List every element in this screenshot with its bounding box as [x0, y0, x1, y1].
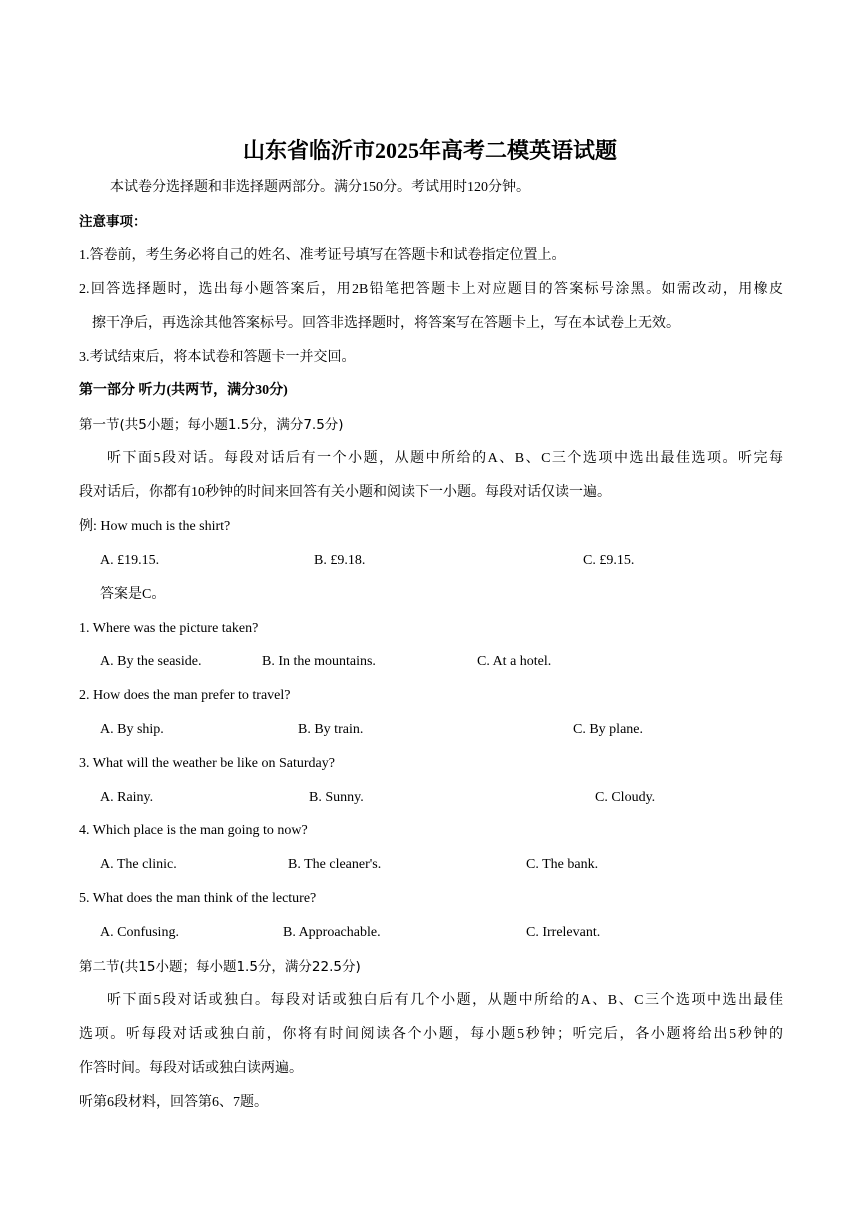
question-1-option-a: A. By the seaside. [100, 654, 202, 669]
question-3-option-b: B. Sunny. [309, 790, 364, 805]
example-option-b: B. £9.18. [314, 553, 366, 568]
material-6-prompt: 听第6段材料，回答第6、7题。 [79, 1095, 268, 1110]
section1-instructions-line-1: 听下面5段对话。每段对话后有一个小题，从题中所给的A、B、C三个选项中选出最佳选项。听完每 [107, 451, 783, 466]
section2-heading: 第二节(共15小题；每小题1.5分，满分22.5分) [79, 959, 361, 975]
notice-item-1: 1.答卷前，考生务必将自己的姓名、准考证号填写在答题卡和试卷指定位置上。 [79, 248, 566, 263]
question-4-option-b: B. The cleaner's. [288, 857, 382, 872]
section2-instructions-line-3: 作答时间。每段对话或独白读两遍。 [79, 1061, 303, 1076]
question-2-option-a: A. By ship. [100, 722, 164, 737]
question-3-option-c: C. Cloudy. [595, 790, 656, 805]
question-5-option-a: A. Confusing. [100, 925, 179, 940]
notice-item-2-line-2: 擦干净后，再选涂其他答案标号。回答非选择题时，将答案写在答题卡上，写在本试卷上无效。 [92, 316, 680, 331]
example-question: 例: How much is the shirt? [79, 519, 231, 534]
question-4-option-c: C. The bank. [526, 857, 599, 872]
question-3-option-a: A. Rainy. [100, 790, 154, 805]
question-1-option-b: B. In the mountains. [262, 654, 376, 669]
section1-heading: 第一节(共5小题；每小题1.5分，满分7.5分) [79, 417, 344, 433]
intro-text: 本试卷分选择题和非选择题两部分。满分150分。考试用时120分钟。 [110, 180, 530, 195]
example-option-a: A. £19.15. [100, 553, 160, 568]
question-5: 5. What does the man think of the lecture? [79, 891, 317, 906]
part1-heading: 第一部分 听力(共两节，满分30分) [79, 383, 288, 398]
question-4-option-a: A. The clinic. [100, 857, 177, 872]
section1-instructions-line-2: 段对话后，你都有10秒钟的时间来回答有关小题和阅读下一小题。每段对话仅读一遍。 [79, 485, 611, 500]
example-option-c: C. £9.15. [583, 553, 635, 568]
example-answer: 答案是C。 [100, 587, 166, 602]
question-2-option-b: B. By train. [298, 722, 364, 737]
notice-heading: 注意事项： [79, 214, 147, 230]
question-2-option-c: C. By plane. [573, 722, 643, 737]
page-title: 山东省临沂市2025年高考二模英语试题 [242, 138, 617, 163]
section2-instructions-line-2: 选项。听每段对话或独白前，你将有时间阅读各个小题，每小题5秒钟；听完后，各小题将给出5秒钟的 [79, 1027, 783, 1042]
section2-instructions-line-1: 听下面5段对话或独白。每段对话或独白后有几个小题，从题中所给的A、B、C三个选项中选出最佳 [107, 993, 783, 1008]
notice-item-2-line-1: 2.回答选择题时，选出每小题答案后，用2B铅笔把答题卡上对应题目的答案标号涂黑。如需改动，用橡皮 [79, 282, 783, 297]
notice-item-3: 3.考试结束后，将本试卷和答题卡一并交回。 [79, 350, 356, 365]
question-3: 3. What will the weather be like on Saturday? [79, 756, 335, 771]
question-5-option-c: C. Irrelevant. [526, 925, 601, 940]
question-1-option-c: C. At a hotel. [477, 654, 552, 669]
question-1: 1. Where was the picture taken? [79, 621, 259, 636]
question-2: 2. How does the man prefer to travel? [79, 688, 291, 703]
question-5-option-b: B. Approachable. [283, 925, 381, 940]
question-4: 4. Which place is the man going to now? [79, 823, 308, 838]
